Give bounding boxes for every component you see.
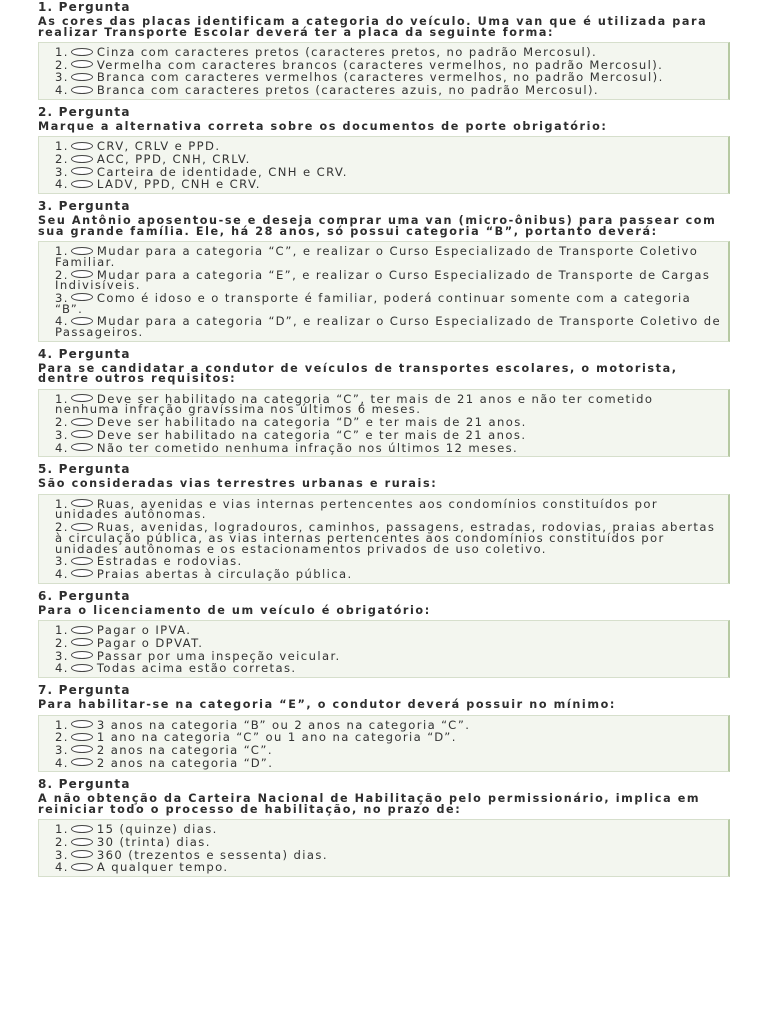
answer-option[interactable] bbox=[55, 427, 722, 442]
question-text: Para habilitar-se na categoria “E”, o condutor deverá possuir no mínimo: bbox=[38, 698, 616, 711]
answer-option[interactable] bbox=[55, 391, 722, 417]
option-number: 4. bbox=[55, 755, 69, 770]
question-block bbox=[38, 105, 730, 194]
question-text: As cores das placas identificam a categoria do veículo. Uma van que é utilizada para realizar Transporte Escolar deverá ter a placa da seguinte forma: bbox=[38, 15, 708, 39]
option-label: Pagar o IPVA. bbox=[96, 623, 192, 638]
question-block bbox=[38, 589, 730, 678]
answer-option[interactable] bbox=[55, 141, 722, 152]
radio-button[interactable] bbox=[71, 651, 93, 659]
options-list bbox=[38, 819, 730, 877]
option-label: Pagar o DPVAT. bbox=[96, 635, 204, 650]
radio-button[interactable] bbox=[71, 86, 93, 94]
option-label: Branca com caracteres vermelhos (caracteres vermelhos, no padrão Mercosul). bbox=[96, 70, 664, 85]
options-list bbox=[38, 715, 730, 773]
option-label: Passar por uma inspeção veicular. bbox=[96, 648, 341, 663]
option-number: 3. bbox=[55, 164, 69, 179]
radio-button[interactable] bbox=[71, 73, 93, 81]
answer-option[interactable] bbox=[55, 635, 722, 650]
radio-button[interactable] bbox=[71, 317, 93, 325]
answer-option[interactable] bbox=[55, 72, 722, 83]
radio-button[interactable] bbox=[71, 664, 93, 672]
radio-button[interactable] bbox=[71, 270, 93, 278]
answer-option[interactable] bbox=[55, 85, 722, 96]
radio-button[interactable] bbox=[71, 180, 93, 188]
option-number: 2. bbox=[55, 730, 69, 745]
option-label: 360 (trezentos e sessenta) dias. bbox=[96, 847, 328, 862]
option-number: 2. bbox=[55, 635, 69, 650]
question-number: 6. Pergunta bbox=[38, 588, 131, 603]
question-block bbox=[38, 199, 730, 342]
question-block bbox=[38, 0, 730, 100]
option-label: 30 (trinta) dias. bbox=[96, 835, 211, 850]
answer-option[interactable] bbox=[55, 625, 722, 636]
radio-button[interactable] bbox=[71, 167, 93, 175]
option-number: 1. bbox=[55, 623, 69, 638]
question-block bbox=[38, 777, 730, 877]
option-label: Carteira de identidade, CNH e CRV. bbox=[96, 164, 348, 179]
question-text: Marque a alternativa correta sobre os documentos de porte obrigatório: bbox=[38, 119, 608, 133]
answer-option[interactable] bbox=[55, 267, 722, 293]
radio-button[interactable] bbox=[71, 523, 93, 531]
answer-option[interactable] bbox=[55, 648, 722, 663]
option-number: 4. bbox=[55, 566, 69, 581]
option-label: Mudar para a categoria “C”, e realizar o Curso Especializado de Transporte Coletivo Familiar. bbox=[55, 244, 699, 269]
option-label: Vermelha com caracteres brancos (caracteres vermelhos, no padrão Mercosul). bbox=[96, 57, 664, 72]
option-label: Como é idoso e o transporte é familiar, poderá continuar somente com a categoria “B”. bbox=[55, 290, 692, 316]
answer-option[interactable] bbox=[55, 496, 722, 522]
question-block bbox=[38, 347, 730, 458]
option-label: A qualquer tempo. bbox=[96, 860, 229, 875]
option-number: 2. bbox=[55, 415, 69, 430]
option-label: Ruas, avenidas e vias internas pertencentes aos condomínios constituídos por unidades autônomas. bbox=[55, 496, 659, 522]
option-number: 1. bbox=[55, 244, 69, 259]
answer-option[interactable] bbox=[55, 717, 722, 732]
option-number: 2. bbox=[55, 520, 69, 535]
radio-button[interactable] bbox=[71, 142, 93, 150]
option-number: 1. bbox=[55, 717, 69, 732]
option-number: 1. bbox=[55, 391, 69, 406]
option-label: Não ter cometido nenhuma infração nos últimos 12 meses. bbox=[96, 440, 519, 455]
question-number: 4. Pergunta bbox=[38, 346, 131, 361]
option-number: 1. bbox=[55, 45, 69, 59]
answer-option[interactable] bbox=[55, 566, 722, 581]
question-number: 1. Pergunta bbox=[38, 0, 131, 14]
answer-option[interactable] bbox=[55, 663, 722, 674]
answer-option[interactable] bbox=[55, 246, 722, 267]
radio-button[interactable] bbox=[71, 430, 93, 438]
question-text: A não obtenção da Carteira Nacional de Habilitação pelo permissionário, implica em reiniciar todo o processo de habilitação, no prazo de: bbox=[38, 792, 701, 816]
option-label: 1 ano na categoria “C” ou 1 ano na categoria “D”. bbox=[96, 730, 457, 745]
question-block bbox=[38, 462, 730, 583]
answer-option[interactable] bbox=[55, 290, 722, 316]
option-number: 4. bbox=[55, 440, 69, 455]
answer-option[interactable] bbox=[55, 862, 722, 873]
answer-option[interactable] bbox=[55, 154, 722, 165]
radio-button[interactable] bbox=[71, 838, 93, 846]
option-number: 1. bbox=[55, 139, 69, 154]
radio-button[interactable] bbox=[71, 499, 93, 507]
radio-button[interactable] bbox=[71, 745, 93, 753]
option-number: 4. bbox=[55, 860, 69, 875]
answer-option[interactable] bbox=[55, 824, 722, 835]
options-list bbox=[38, 494, 730, 584]
radio-button[interactable] bbox=[71, 863, 93, 871]
question-block bbox=[38, 683, 730, 772]
option-label: CRV, CRLV e PPD. bbox=[96, 139, 221, 154]
option-number: 3. bbox=[55, 427, 69, 442]
option-label: Deve ser habilitado na categoria “C” e ter mais de 21 anos. bbox=[96, 427, 527, 442]
question-number: 2. Pergunta bbox=[38, 104, 131, 119]
option-label: Deve ser habilitado na categoria “C”, ter mais de 21 anos e não ter cometido nenhuma infração gravíssima nos últimos 6 meses. bbox=[55, 391, 654, 417]
option-label: Mudar para a categoria “D”, e realizar o Curso Especializado de Transporte Coletivo de Passageiros. bbox=[55, 314, 722, 340]
answer-option[interactable] bbox=[55, 732, 722, 743]
answer-option[interactable] bbox=[55, 556, 722, 567]
option-label: 2 anos na categoria “D”. bbox=[96, 755, 274, 770]
option-number: 3. bbox=[55, 290, 69, 305]
answer-option[interactable] bbox=[55, 847, 722, 862]
question-text: Para se candidatar a condutor de veículos de transportes escolares, o motorista, dentre outros requisitos: bbox=[38, 361, 678, 386]
question-text: São consideradas vias terrestres urbanas e rurais: bbox=[38, 477, 438, 491]
option-label: ACC, PPD, CNH, CRLV. bbox=[96, 152, 251, 167]
option-number: 1. bbox=[55, 496, 69, 511]
option-number: 4. bbox=[55, 661, 69, 676]
question-text: Seu Antônio aposentou-se e deseja comprar uma van (micro-ônibus) para passear com sua grande família. Ele, há 28 anos, só possui categoria “B”, portanto deverá: bbox=[38, 214, 717, 238]
option-number: 1. bbox=[55, 822, 69, 837]
option-label: 3 anos na categoria “B” ou 2 anos na categoria “C”. bbox=[96, 717, 471, 732]
radio-button[interactable] bbox=[71, 825, 93, 833]
question-number: 5. Pergunta bbox=[38, 462, 131, 477]
answer-option[interactable] bbox=[55, 522, 722, 554]
question-number: 3. Pergunta bbox=[38, 199, 131, 214]
option-number: 4. bbox=[55, 177, 69, 192]
option-number: 4. bbox=[55, 83, 69, 98]
answer-option[interactable] bbox=[55, 47, 722, 58]
option-label: Cinza com caracteres pretos (caracteres pretos, no padrão Mercosul). bbox=[96, 45, 598, 59]
answer-option[interactable] bbox=[55, 742, 722, 757]
radio-button[interactable] bbox=[71, 720, 93, 728]
option-number: 2. bbox=[55, 57, 69, 72]
radio-button[interactable] bbox=[71, 850, 93, 858]
radio-button[interactable] bbox=[71, 247, 93, 255]
options-list bbox=[38, 241, 730, 342]
options-list bbox=[38, 136, 730, 194]
option-label: LADV, PPD, CNH e CRV. bbox=[96, 177, 261, 192]
radio-button[interactable] bbox=[71, 48, 93, 56]
radio-button[interactable] bbox=[71, 293, 93, 301]
radio-button[interactable] bbox=[71, 638, 93, 646]
question-number: 8. Pergunta bbox=[38, 777, 131, 792]
option-label: Praias abertas à circulação pública. bbox=[96, 566, 353, 581]
radio-button[interactable] bbox=[71, 626, 93, 634]
question-text: Para o licenciamento de um veículo é obrigatório: bbox=[38, 603, 431, 617]
option-number: 2. bbox=[55, 152, 69, 167]
question-number: 7. Pergunta bbox=[38, 683, 131, 697]
radio-button[interactable] bbox=[71, 394, 93, 402]
radio-button[interactable] bbox=[71, 60, 93, 68]
options-list bbox=[38, 389, 730, 458]
option-label: Branca com caracteres pretos (caracteres azuis, no padrão Mercosul). bbox=[96, 83, 599, 98]
option-number: 2. bbox=[55, 267, 69, 282]
option-label: 15 (quinze) dias. bbox=[96, 822, 218, 837]
option-label: Todas acima estão corretas. bbox=[96, 661, 297, 676]
answer-option[interactable] bbox=[55, 179, 722, 190]
radio-button[interactable] bbox=[71, 758, 93, 766]
option-number: 3. bbox=[55, 847, 69, 862]
answer-option[interactable] bbox=[55, 755, 722, 770]
options-list bbox=[38, 42, 730, 100]
option-number: 3. bbox=[55, 648, 69, 663]
option-label: Deve ser habilitado na categoria “D” e ter mais de 21 anos. bbox=[96, 415, 527, 430]
answer-option[interactable] bbox=[55, 440, 722, 455]
radio-button[interactable] bbox=[71, 443, 93, 451]
radio-button[interactable] bbox=[71, 557, 93, 565]
option-label: Mudar para a categoria “E”, e realizar o Curso Especializado de Transporte de Cargas Indivisíveis. bbox=[55, 267, 711, 293]
answer-option[interactable] bbox=[55, 57, 722, 72]
option-label: 2 anos na categoria “C”. bbox=[96, 742, 273, 757]
option-number: 2. bbox=[55, 835, 69, 850]
radio-button[interactable] bbox=[71, 733, 93, 741]
option-number: 3. bbox=[55, 70, 69, 85]
radio-button[interactable] bbox=[71, 418, 93, 426]
answer-option[interactable] bbox=[55, 164, 722, 179]
answer-option[interactable] bbox=[55, 314, 722, 340]
option-label: Ruas, avenidas, logradouros, caminhos, passagens, estradas, rodovias, praias abertas à circulação pública, as vias internas pertencentes aos condomínios constituídos por unidades autônomas e os estacionamentos privados de uso coletivo. bbox=[55, 520, 716, 556]
option-number: 3. bbox=[55, 742, 69, 757]
radio-button[interactable] bbox=[71, 569, 93, 577]
option-number: 3. bbox=[55, 554, 69, 569]
radio-button[interactable] bbox=[71, 155, 93, 163]
answer-option[interactable] bbox=[55, 837, 722, 848]
option-number: 4. bbox=[55, 314, 69, 329]
option-label: Estradas e rodovias. bbox=[96, 554, 243, 569]
options-list bbox=[38, 620, 730, 678]
answer-option[interactable] bbox=[55, 417, 722, 428]
